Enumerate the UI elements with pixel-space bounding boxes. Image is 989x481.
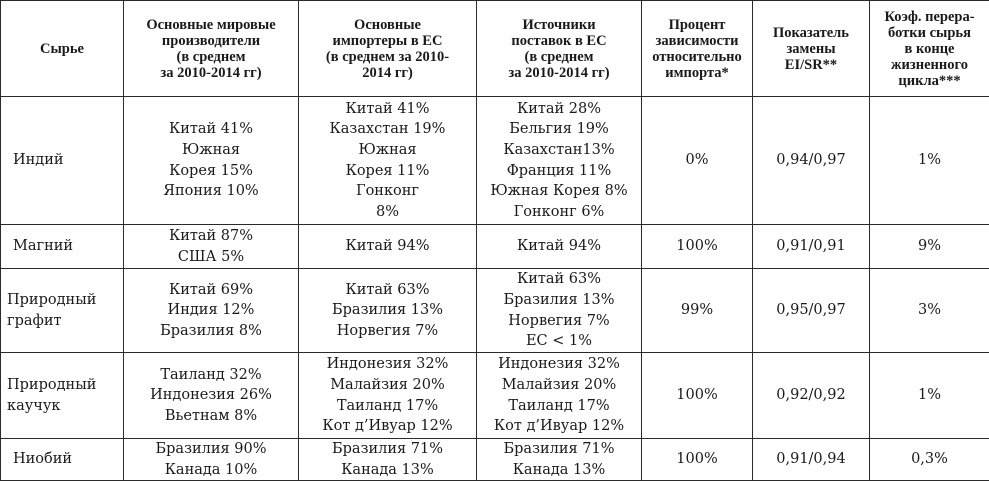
- substitution-cell: 0,91/0,94: [753, 439, 870, 481]
- dependency-cell: 99%: [642, 269, 753, 353]
- cell-line: Бразилия 71%: [477, 439, 641, 460]
- cell-line: Вьетнам 8%: [124, 406, 298, 427]
- header-row: [1, 1, 989, 97]
- recycling-cell: 0,3%: [870, 439, 989, 481]
- cell-line: Индий: [13, 150, 123, 171]
- cell-line: относительно: [642, 49, 752, 65]
- table-row: [1, 225, 989, 269]
- importers-cell: [299, 225, 477, 269]
- cell-line: каучук: [7, 396, 123, 417]
- cell-line: Источники: [477, 17, 641, 33]
- cell-line: Магний: [13, 236, 123, 257]
- table-row: [1, 269, 989, 353]
- producers-cell: [124, 269, 299, 353]
- cell-line: Южная: [299, 140, 476, 161]
- cell-line: Сырье: [1, 41, 123, 57]
- cell-line: ботки сырья: [870, 25, 989, 41]
- cell-line: Ниобий: [13, 449, 123, 470]
- cell-line: Китай 63%: [299, 280, 476, 301]
- cell-line: Коэф. перера-: [870, 9, 989, 25]
- table-row: [1, 97, 989, 225]
- sources-cell: [477, 439, 642, 481]
- header-sources: [477, 1, 642, 97]
- cell-line: (в среднем за 2010-: [299, 49, 476, 65]
- cell-line: Канада 10%: [124, 460, 298, 481]
- producers-cell: [124, 353, 299, 439]
- material-cell: [1, 269, 124, 353]
- cell-line: (в среднем: [124, 49, 298, 65]
- cell-line: Корея 11%: [299, 161, 476, 182]
- cell-line: Норвегия 7%: [477, 311, 641, 332]
- header-importers: [299, 1, 477, 97]
- recycling-cell: 9%: [870, 225, 989, 269]
- cell-line: Южная: [124, 140, 298, 161]
- cell-line: Япония 10%: [124, 181, 298, 202]
- cell-line: за 2010-2014 гг): [477, 65, 641, 81]
- cell-line: Малайзия 20%: [299, 375, 476, 396]
- cell-line: зависимости: [642, 33, 752, 49]
- sources-cell: [477, 225, 642, 269]
- cell-line: Бельгия 19%: [477, 119, 641, 140]
- cell-line: Индонезия 32%: [477, 354, 641, 375]
- cell-line: 2014 гг): [299, 65, 476, 81]
- cell-line: импортеры в ЕС: [299, 33, 476, 49]
- cell-line: ЕС < 1%: [477, 331, 641, 352]
- substitution-cell: 0,91/0,91: [753, 225, 870, 269]
- substitution-cell: 0,95/0,97: [753, 269, 870, 353]
- dependency-cell: 100%: [642, 353, 753, 439]
- table-row: [1, 353, 989, 439]
- sources-cell: [477, 97, 642, 225]
- cell-line: Канада 13%: [477, 460, 641, 481]
- cell-line: Основные мировые: [124, 17, 298, 33]
- recycling-cell: 3%: [870, 269, 989, 353]
- cell-line: Китай 41%: [124, 119, 298, 140]
- cell-line: поставок в ЕС: [477, 33, 641, 49]
- cell-line: Индия 12%: [124, 300, 298, 321]
- cell-line: Основные: [299, 17, 476, 33]
- cell-line: Китай 63%: [477, 269, 641, 290]
- cell-line: Норвегия 7%: [299, 321, 476, 342]
- cell-line: Малайзия 20%: [477, 375, 641, 396]
- cell-line: производители: [124, 33, 298, 49]
- header-material: [1, 1, 124, 97]
- cell-line: (в среднем: [477, 49, 641, 65]
- substitution-cell: 0,92/0,92: [753, 353, 870, 439]
- cell-line: Бразилия 71%: [299, 439, 476, 460]
- cell-line: Индонезия 26%: [124, 385, 298, 406]
- cell-line: графит: [7, 311, 123, 332]
- cell-line: Гонконг: [299, 181, 476, 202]
- cell-line: EI/SR**: [753, 57, 869, 73]
- table-row: [1, 439, 989, 481]
- cell-line: за 2010-2014 гг): [124, 65, 298, 81]
- cell-line: Казахстан 19%: [299, 119, 476, 140]
- cell-line: Франция 11%: [477, 161, 641, 182]
- cell-line: Процент: [642, 17, 752, 33]
- producers-cell: [124, 97, 299, 225]
- header-producers: [124, 1, 299, 97]
- header-recycling: [870, 1, 989, 97]
- dependency-cell: 100%: [642, 225, 753, 269]
- substitution-cell: 0,94/0,97: [753, 97, 870, 225]
- cell-line: жизненного: [870, 57, 989, 73]
- cell-line: Показатель: [753, 25, 869, 41]
- cell-line: Индонезия 32%: [299, 354, 476, 375]
- cell-line: Гонконг 6%: [477, 202, 641, 223]
- cell-line: Китай 94%: [299, 236, 476, 257]
- cell-line: Южная Корея 8%: [477, 181, 641, 202]
- cell-line: Китай 87%: [124, 226, 298, 247]
- cell-line: Кот д’Ивуар 12%: [477, 416, 641, 437]
- cell-line: Бразилия 13%: [477, 290, 641, 311]
- cell-line: Корея 15%: [124, 161, 298, 182]
- producers-cell: [124, 439, 299, 481]
- sources-cell: [477, 269, 642, 353]
- cell-line: Китай 94%: [477, 236, 641, 257]
- cell-line: в конце: [870, 41, 989, 57]
- cell-line: Природный: [7, 290, 123, 311]
- importers-cell: [299, 97, 477, 225]
- material-cell: [1, 439, 124, 481]
- cell-line: Казахстан13%: [477, 140, 641, 161]
- cell-line: Китай 28%: [477, 99, 641, 120]
- cell-line: Канада 13%: [299, 460, 476, 481]
- cell-line: Бразилия 90%: [124, 439, 298, 460]
- importers-cell: [299, 269, 477, 353]
- cell-line: Природный: [7, 375, 123, 396]
- importers-cell: [299, 439, 477, 481]
- importers-cell: [299, 353, 477, 439]
- cell-line: цикла***: [870, 73, 989, 89]
- cell-line: Китай 69%: [124, 280, 298, 301]
- cell-line: импорта*: [642, 65, 752, 81]
- sources-cell: [477, 353, 642, 439]
- dependency-cell: 100%: [642, 439, 753, 481]
- material-cell: [1, 97, 124, 225]
- cell-line: Бразилия 8%: [124, 321, 298, 342]
- recycling-cell: 1%: [870, 353, 989, 439]
- cell-line: Кот д’Ивуар 12%: [299, 416, 476, 437]
- material-cell: [1, 225, 124, 269]
- cell-line: Таиланд 17%: [299, 396, 476, 417]
- dependency-cell: 0%: [642, 97, 753, 225]
- cell-line: замены: [753, 41, 869, 57]
- header-dependency: [642, 1, 753, 97]
- cell-line: Таиланд 17%: [477, 396, 641, 417]
- recycling-cell: 1%: [870, 97, 989, 225]
- cell-line: 8%: [299, 202, 476, 223]
- header-substitution: [753, 1, 870, 97]
- cell-line: Китай 41%: [299, 99, 476, 120]
- cell-line: Бразилия 13%: [299, 300, 476, 321]
- cell-line: Таиланд 32%: [124, 365, 298, 386]
- material-cell: [1, 353, 124, 439]
- producers-cell: [124, 225, 299, 269]
- cell-line: США 5%: [124, 247, 298, 268]
